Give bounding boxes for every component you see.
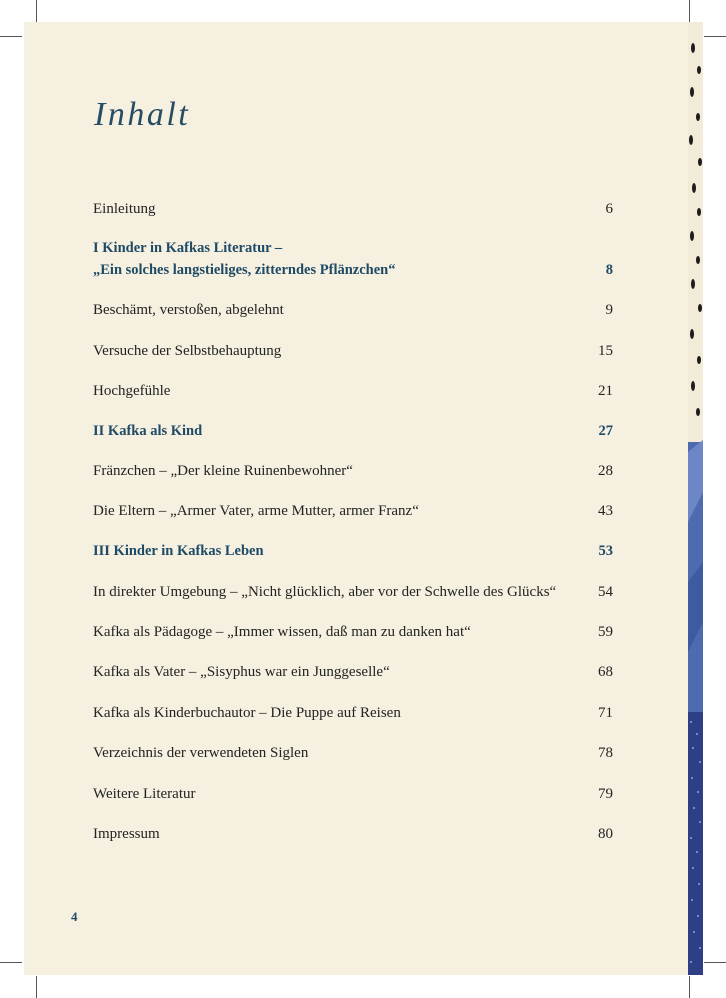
toc-entry-page: 21 — [598, 383, 613, 399]
toc-entry-page: 79 — [598, 786, 613, 802]
toc-entry-page: 78 — [598, 745, 613, 761]
toc-entry-title: Hochgefühle — [93, 383, 171, 399]
toc-entry-title: Weitere Literatur — [93, 786, 196, 802]
toc-chapter-subtitle: „Ein solches langstieliges, zitterndes Pflänzchen“ — [93, 262, 396, 278]
crop-mark — [689, 976, 690, 998]
crop-mark — [704, 36, 726, 37]
toc-chapter-page: 8 — [605, 262, 613, 278]
toc-chapter-page: 53 — [598, 543, 613, 559]
crop-mark — [0, 36, 22, 37]
toc-entry-page: 71 — [598, 705, 613, 721]
toc-entry-page: 59 — [598, 624, 613, 640]
toc-entry-page: 80 — [598, 826, 613, 842]
crop-mark — [689, 0, 690, 22]
page-number: 4 — [71, 909, 78, 924]
toc-entry-title: Fränzchen – „Der kleine Ruinenbewohner“ — [93, 463, 353, 479]
toc-entry-title: Impressum — [93, 826, 160, 842]
toc-chapter-page: 27 — [598, 423, 613, 439]
page-title: Inhalt — [94, 96, 191, 133]
toc-entry-title: Beschämt, verstoßen, abgelehnt — [93, 302, 284, 318]
toc-chapter-title: III Kinder in Kafkas Leben — [93, 543, 264, 559]
crop-mark — [0, 962, 22, 963]
toc-entry-title: Versuche der Selbstbehauptung — [93, 343, 282, 359]
toc-chapter-title: II Kafka als Kind — [93, 423, 203, 439]
toc-entry-title: Kafka als Kinderbuchautor – Die Puppe auf Reisen — [93, 705, 401, 721]
toc-entry-title: Einleitung — [93, 201, 156, 217]
crop-mark — [36, 976, 37, 998]
toc-entry-page: 54 — [598, 584, 613, 600]
toc-entry-page: 43 — [598, 503, 613, 519]
toc-entry-title: Verzeichnis der verwendeten Siglen — [93, 745, 309, 761]
toc-entry-page: 15 — [598, 343, 613, 359]
toc-entry-page: 6 — [605, 201, 613, 217]
toc-entry-page: 68 — [598, 664, 613, 680]
toc-chapter-title: I Kinder in Kafkas Literatur – — [93, 240, 283, 256]
toc-entry-title: Kafka als Pädagoge – „Immer wissen, daß man zu danken hat“ — [93, 624, 471, 640]
toc-entry-title: Kafka als Vater – „Sisyphus war ein Junggeselle“ — [93, 664, 390, 680]
book-page — [24, 22, 688, 975]
cover-art-edge — [688, 22, 703, 975]
toc-entry-title: Die Eltern – „Armer Vater, arme Mutter, armer Franz“ — [93, 503, 419, 519]
crop-mark — [704, 962, 726, 963]
toc-entry-title: In direkter Umgebung – „Nicht glücklich, aber vor der Schwelle des Glücks“ — [93, 584, 557, 600]
toc-entry-page: 28 — [598, 463, 613, 479]
toc-entry-page: 9 — [605, 302, 613, 318]
crop-mark — [36, 0, 37, 22]
